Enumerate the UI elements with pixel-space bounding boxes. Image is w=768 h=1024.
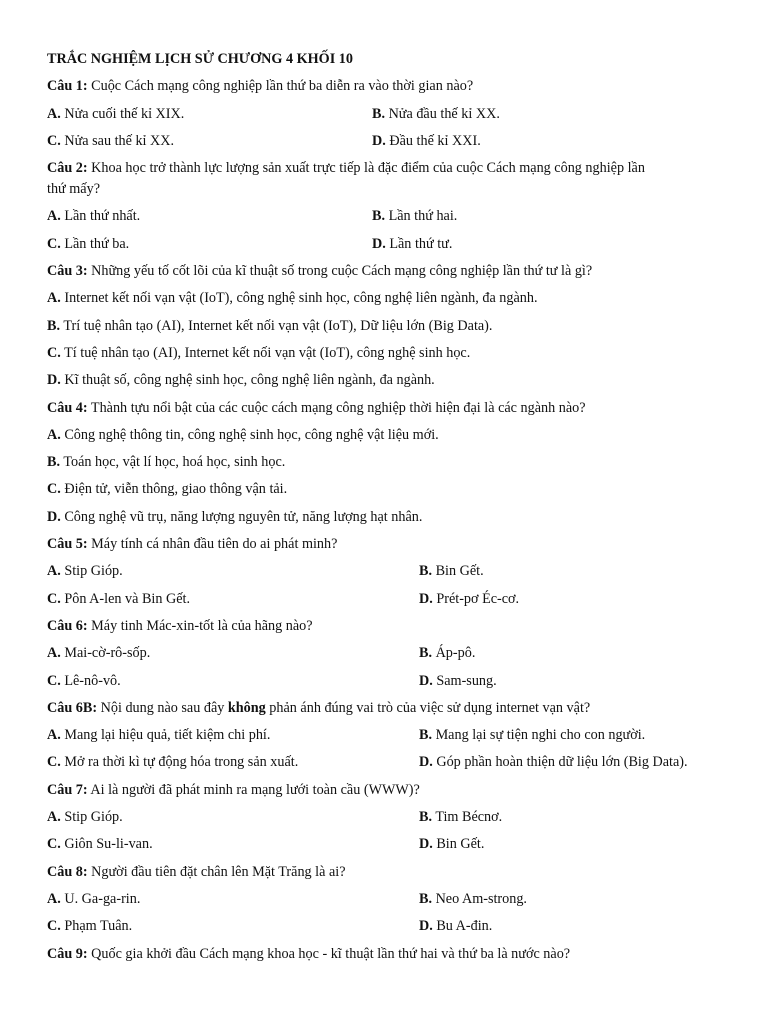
document-title: TRẮC NGHIỆM LỊCH SỬ CHƯƠNG 4 KHỐI 10 bbox=[47, 51, 353, 67]
question-text: Máy tinh Mác-xin-tốt là của hãng nào? bbox=[91, 617, 313, 634]
options-row bbox=[47, 130, 727, 157]
option-b: B. Mang lại sự tiện nghi cho con người. bbox=[419, 727, 646, 744]
option-b: B. Tim Bécnơ. bbox=[419, 809, 503, 826]
options-row bbox=[47, 888, 727, 915]
option-a: A. Mang lại hiệu quả, tiết kiệm chi phí. bbox=[47, 727, 271, 744]
option-d: D. Góp phần hoàn thiện dữ liệu lớn (Big Data). bbox=[419, 754, 688, 771]
question-text-continued: thứ mấy? bbox=[47, 181, 100, 198]
question-text-emphasis: không bbox=[227, 699, 266, 716]
options-row bbox=[47, 751, 727, 778]
question-3 bbox=[47, 260, 727, 282]
option-b: B. Trí tuệ nhân tạo (AI), Internet kết nối vạn vật (IoT), Dữ liệu lớn (Big Data). bbox=[47, 317, 493, 334]
question-label: Câu 4: bbox=[47, 399, 88, 416]
option-d: D. Bu A-đin. bbox=[419, 918, 493, 935]
options-row bbox=[47, 588, 727, 615]
option-a: A. U. Ga-ga-rin. bbox=[47, 890, 141, 907]
question-6b bbox=[47, 697, 727, 719]
document-page bbox=[47, 48, 727, 970]
option-c: C. Nửa sau thế kỉ XX. bbox=[47, 132, 175, 149]
question-label: Câu 7: bbox=[47, 781, 88, 798]
question-4 bbox=[47, 397, 727, 419]
option-c: C. Mở ra thời kì tự động hóa trong sản xuất. bbox=[47, 754, 299, 771]
option-d: D. Kĩ thuật số, công nghệ sinh học, công nghệ liên ngành, đa ngành. bbox=[47, 372, 435, 389]
option-d: D. Đầu thế kỉ XXI. bbox=[372, 132, 481, 149]
option-a: A. Lần thứ nhất. bbox=[47, 208, 141, 225]
question-text: Khoa học trở thành lực lượng sản xuất trực tiếp là đặc điểm của cuộc Cách mạng công nghiệp lần bbox=[91, 160, 645, 177]
option-c: C. Tí tuệ nhân tạo (AI), Internet kết nối vạn vật (IoT), công nghệ sinh học. bbox=[47, 344, 471, 361]
option-c: C. Pôn A-len và Bin Gết. bbox=[47, 590, 191, 607]
option-b: B. Neo Am-strong. bbox=[419, 890, 527, 907]
options-row bbox=[47, 642, 727, 669]
options-row bbox=[47, 724, 727, 751]
option-a: A. Stip Gióp. bbox=[47, 809, 123, 826]
question-text-rest: phản ánh đúng vai trò của việc sử dụng internet vạn vật? bbox=[269, 699, 591, 716]
question-label: Câu 8: bbox=[47, 863, 88, 880]
option-c: C. Phạm Tuân. bbox=[47, 918, 133, 935]
option-a: A. Internet kết nối vạn vật (IoT), công nghệ sinh học, công nghệ liên ngành, đa ngành. bbox=[47, 290, 538, 307]
option-a: A. Stip Gióp. bbox=[47, 563, 123, 580]
option-d: D. Công nghệ vũ trụ, năng lượng nguyên tử, năng lượng hạt nhân. bbox=[47, 508, 423, 525]
question-text: Máy tính cá nhân đầu tiên do ai phát minh? bbox=[91, 536, 338, 553]
question-2 bbox=[47, 157, 727, 200]
options-row bbox=[47, 670, 727, 697]
question-text: Thành tựu nổi bật của các cuộc cách mạng công nghiệp thời hiện đại là các ngành nào? bbox=[90, 399, 586, 416]
option-c: C. Lê-nô-vô. bbox=[47, 672, 121, 689]
question-5 bbox=[47, 533, 727, 555]
option-b: B. Áp-pô. bbox=[419, 645, 476, 662]
question-text: Ai là người đã phát minh ra mạng lưới toàn cầu (WWW)? bbox=[90, 781, 420, 798]
question-8 bbox=[47, 861, 727, 883]
option-b: B. Lần thứ hai. bbox=[372, 208, 458, 225]
option-b: B. Bin Gết. bbox=[419, 563, 484, 580]
question-text: Nội dung nào sau đây bbox=[100, 699, 225, 716]
options-row bbox=[47, 915, 727, 942]
question-label: Câu 5: bbox=[47, 536, 88, 553]
question-label: Câu 9: bbox=[47, 945, 88, 962]
option-a: A. Mai-cờ-rô-sốp. bbox=[47, 645, 151, 662]
option-c: C. Điện tử, viễn thông, giao thông vận tải. bbox=[47, 481, 288, 498]
options-row bbox=[47, 806, 727, 833]
question-9 bbox=[47, 943, 727, 965]
options-row bbox=[47, 205, 727, 232]
question-label: Câu 3: bbox=[47, 263, 88, 280]
option-a: A. Nửa cuối thế kỉ XIX. bbox=[47, 105, 185, 122]
question-text: Cuộc Cách mạng công nghiệp lần thứ ba diễn ra vào thời gian nào? bbox=[91, 78, 474, 95]
option-c: C. Lần thứ ba. bbox=[47, 235, 130, 252]
question-label: Câu 6: bbox=[47, 617, 88, 634]
question-text: Người đầu tiên đặt chân lên Mặt Trăng là ai? bbox=[91, 863, 346, 880]
question-1 bbox=[47, 75, 727, 97]
option-d: D. Prét-pơ Éc-cơ. bbox=[419, 590, 520, 607]
option-a: A. Công nghệ thông tin, công nghệ sinh học, công nghệ vật liệu mới. bbox=[47, 426, 439, 443]
option-d: D. Bin Gết. bbox=[419, 836, 485, 853]
question-text: Quốc gia khởi đầu Cách mạng khoa học - kĩ thuật lần thứ hai và thứ ba là nước nào? bbox=[91, 945, 571, 962]
question-label: Câu 6B: bbox=[47, 699, 98, 716]
option-d: D. Sam-sung. bbox=[419, 672, 497, 689]
question-label: Câu 1: bbox=[47, 78, 88, 95]
question-label: Câu 2: bbox=[47, 160, 88, 177]
options-row bbox=[47, 560, 727, 587]
option-c: C. Giôn Su-li-van. bbox=[47, 836, 153, 853]
question-7 bbox=[47, 779, 727, 801]
option-d: D. Lần thứ tư. bbox=[372, 235, 453, 252]
question-text: Những yếu tố cốt lõi của kĩ thuật số trong cuộc Cách mạng công nghiệp lần thứ tư là gì? bbox=[91, 263, 593, 280]
options-row bbox=[47, 833, 727, 860]
option-b: B. Toán học, vật lí học, hoá học, sinh học. bbox=[47, 454, 286, 471]
question-6 bbox=[47, 615, 727, 637]
option-b: B. Nửa đầu thế kỉ XX. bbox=[372, 105, 500, 122]
options-row bbox=[47, 233, 727, 260]
options-row bbox=[47, 103, 727, 130]
